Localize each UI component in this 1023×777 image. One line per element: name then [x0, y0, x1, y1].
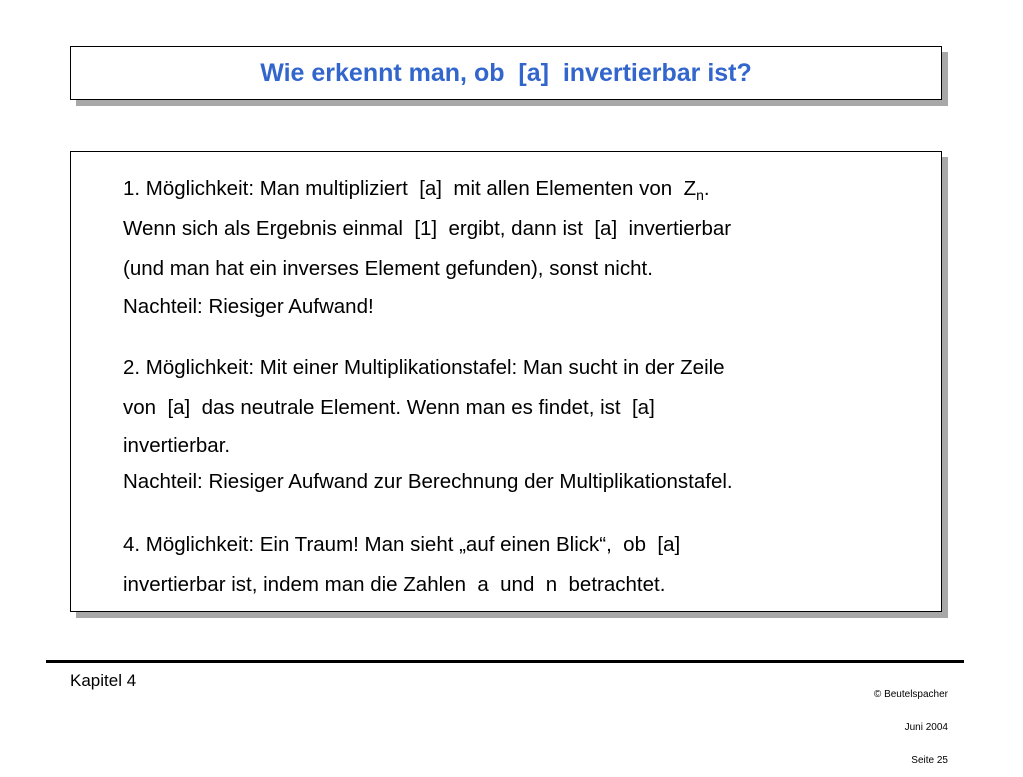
section-line: Nachteil: Riesiger Aufwand!: [123, 295, 374, 318]
content-box: [70, 151, 942, 612]
section-line: 2. Möglichkeit: Mit einer Multiplikationstafel: Man sucht in der Zeile: [123, 356, 725, 379]
section-line: Nachteil: Riesiger Aufwand zur Berechnung der Multiplikationstafel.: [123, 470, 733, 493]
title-box: [70, 46, 942, 100]
section-line: 4. Möglichkeit: Ein Traum! Man sieht „auf einen Blick“, ob [a]: [123, 533, 681, 556]
line-end-period: .: [703, 177, 710, 200]
footer-page-number: Seite 25: [911, 755, 948, 766]
section-possibility-1: [123, 169, 921, 325]
slide-title: Wie erkennt man, ob [a] invertierbar ist?: [260, 58, 752, 87]
subscript-n: n: [696, 187, 704, 203]
section-line: Wenn sich als Ergebnis einmal [1] ergibt, dann ist [a] invertierbar: [123, 217, 732, 240]
footer-date: Juni 2004: [904, 722, 948, 733]
section-line: invertierbar ist, indem man die Zahlen a und n betrachtet.: [123, 573, 666, 596]
footer-copyright: © Beutelspacher: [873, 689, 948, 700]
section-possibility-2: [123, 348, 921, 500]
footer-chapter: Kapitel 4: [70, 671, 137, 690]
section-line-text: 1. Möglichkeit: Man multipliziert [a] mit allen Elementen von Z: [123, 177, 697, 200]
footer-divider: [46, 660, 964, 663]
section-line: (und man hat ein inverses Element gefunden), sonst nicht.: [123, 257, 653, 280]
footer-info: [874, 667, 948, 777]
section-possibility-4: [123, 525, 921, 605]
section-line: invertierbar.: [123, 434, 231, 457]
section-line: [123, 169, 921, 209]
section-line: von [a] das neutrale Element. Wenn man es findet, ist [a]: [123, 396, 655, 419]
